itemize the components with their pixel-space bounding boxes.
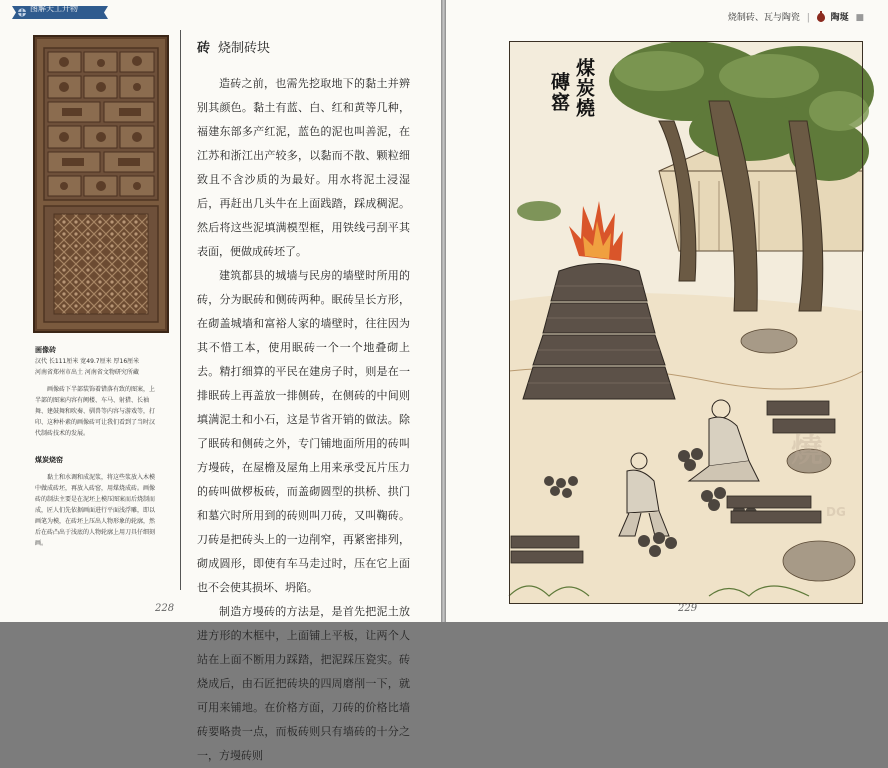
running-head (728, 10, 868, 23)
section-char: 砖 (197, 41, 211, 56)
running-head-marker: ■ (855, 13, 864, 23)
page-number-right: 229 (678, 603, 698, 614)
illustration-title-col2: 磚窰 (548, 72, 570, 112)
running-head-chapter: 烧制砖、瓦与陶瓷 (727, 13, 800, 23)
paragraph: 制造方墁砖的方法是，是首先把泥土放进方形的木框中，上面铺上平板，让两个人站在上面不断用力踩踏，把泥踩压瓷实。砖烧成后，由石匠把砖块的四周磨削一下，就可用来铺地。在价格方面，刀砖的价格比墙砖要略贵一点，而板砖则只有墙砖的十分之一，方墁砖则 (197, 605, 410, 762)
column-rule (180, 30, 181, 590)
page-number-left: 228 (155, 603, 175, 614)
left-page (0, 0, 441, 762)
artifact-meta-2: 河南省郑州市出土 河南省文物研究所藏 (35, 369, 139, 376)
right-page (446, 0, 888, 622)
illustration-title-col1: 煤炭燒 (573, 58, 595, 118)
kiln-caption-title: 煤炭烧窑 (35, 456, 63, 464)
artifact-title: 画像砖 (35, 346, 56, 354)
watermark-text: DG (826, 505, 846, 519)
paragraph: 造砖之前，也需先挖取地下的黏土并辨别其颜色。黏土有蓝、白、红和黄等几种，福建东部多产红泥，蓝色的泥也叫善泥，在江苏和浙江出产较多，以黏而不散、颗粒细致且不含沙质的为最好。用水将泥土浸湿后，再赶出几头牛在上面践踏，踩成稠泥。然后将这些泥填满模型框，用铁线弓刮平其表面，便做成砖坯了。 (197, 77, 410, 258)
running-head-separator: | (806, 13, 810, 23)
watermark-char: 燒 (791, 431, 824, 469)
running-head-section: 陶埏 (830, 13, 849, 23)
kiln-caption-text: 黏土和水调和成泥浆，将这些浆放入木模中做成砖坯，再放入砖窑，用煤烧成砖。画像砖的制法主要是在泥坯上模压图案而后烧制而成，匠人们先依据画面进行平面浅浮雕，即以画笔为模，在砖坯上压出人物形象的轮廓，然后在砖凸出于浅底的人物轮廓上用刀具仔细刻画。 (35, 474, 156, 547)
body-text (197, 72, 410, 768)
series-title: 图解天工开物 (30, 4, 78, 13)
artifact-caption (35, 345, 157, 549)
paragraph: 建筑都县的城墙与民房的墙壁时所用的砖，分为眠砖和侧砖两种。眠砖呈长方形，在砌盖城墙和富裕人家的墙壁时，往往因为其不惜工本，使用眠砖一个一个地叠砌上去。精打细算的平民在建房子时，则是在一排眠砖上再盖放一排侧砖，在侧砖的中间则填满泥土和小石，这是节省开销的做法。除了眠砖和侧砖之外，专门铺地面所用的砖叫方墁砖，在屋檐及屋角上用来承受瓦片压力的砖叫做椤板砖，而盖砌圆型的拱桥、拱门和墓穴时所用到的砖则叫刀砖，又叫鞠砖。刀砖是把砖头上的一边削窄，再紧密排列，砌成圆形，即使有车马走过时，压在它上面也不会使其损坏、坍陷。 (197, 269, 410, 594)
section-title: 烧制砖块 (218, 41, 271, 56)
pottery-icon (817, 11, 825, 22)
coal-kiln-illustration (509, 41, 863, 604)
pictorial-brick-image (34, 36, 168, 332)
artifact-meta-1: 汉代 长111厘米 宽49.7厘米 厚16厘米 (35, 358, 140, 365)
artifact-description: 画像砖下半部装饰着错落有致的图案，上半部的图案内容有阙楼、车马、射猎、长袖舞、建鼓舞和吹奏、驯兽等内容与游戏等，打印、这种朴素的画像砖可让我们看到了当时汉代制砖技术的发展。 (35, 386, 156, 437)
section-heading (197, 37, 270, 56)
